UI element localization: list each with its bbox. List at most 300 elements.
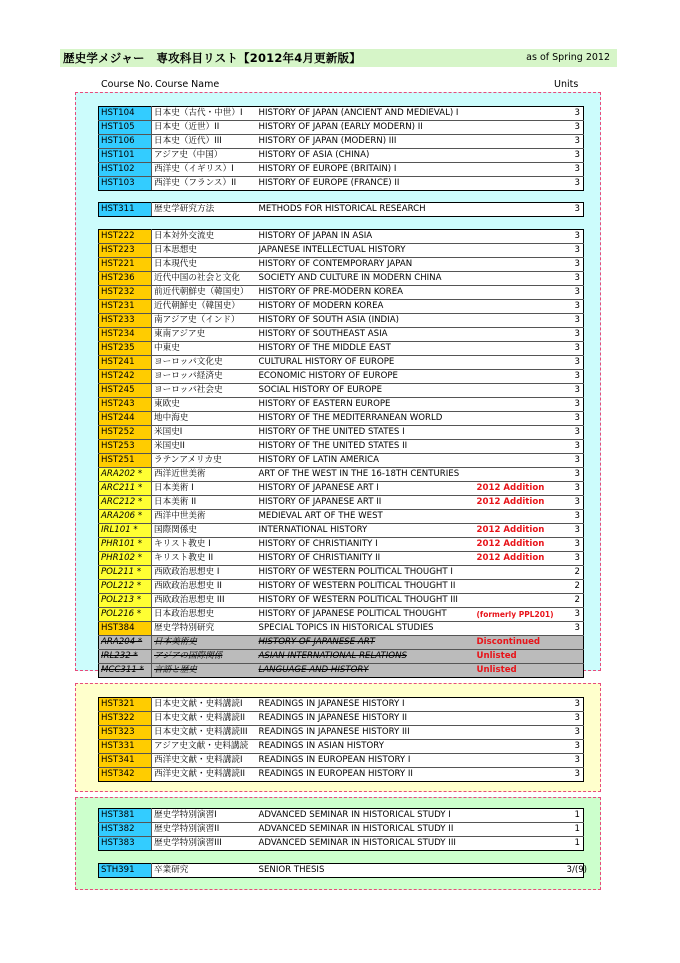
course-name-jp: 西洋史（フランス）II <box>152 177 257 191</box>
course-name-en: HISTORY OF JAPAN IN ASIA <box>257 230 475 244</box>
course-note: 2012 Addition <box>475 496 565 510</box>
course-note: 2012 Addition <box>475 538 565 552</box>
course-units: 2 <box>565 580 584 594</box>
table-row <box>99 135 584 149</box>
table-row <box>99 594 584 608</box>
course-code: HST102 <box>99 163 152 177</box>
table-row <box>99 328 584 342</box>
course-name-jp: 日本史文献・史料講読III <box>152 726 257 740</box>
course-code: POL212 * <box>99 580 152 594</box>
course-name-jp: 国際関係史 <box>152 524 257 538</box>
course-name-en: INTERNATIONAL HISTORY <box>257 524 475 538</box>
course-note <box>475 107 565 121</box>
course-units: 3 <box>565 740 584 754</box>
table-row <box>99 636 584 650</box>
course-note <box>475 370 565 384</box>
course-name-jp: 近代朝鮮史（韓国史） <box>152 300 257 314</box>
course-note <box>475 384 565 398</box>
course-units: 3 <box>565 496 584 510</box>
course-note: 2012 Addition <box>475 524 565 538</box>
table-row <box>99 107 584 121</box>
course-name-jp: 西欧政治思想史 II <box>152 580 257 594</box>
course-units: 3 <box>565 230 584 244</box>
table-row <box>99 230 584 244</box>
course-units: 3 <box>565 272 584 286</box>
table-row <box>99 754 584 768</box>
course-note <box>475 300 565 314</box>
course-units: 3/(9) <box>565 864 584 878</box>
course-note: Unlisted <box>475 664 565 678</box>
table-row <box>99 244 584 258</box>
course-name-en: SENIOR THESIS <box>257 864 475 878</box>
course-note <box>475 712 565 726</box>
course-table-intro <box>98 106 584 191</box>
course-name-en: HISTORY OF JAPANESE ART I <box>257 482 475 496</box>
course-name-en: HISTORY OF WESTERN POLITICAL THOUGHT II <box>257 580 475 594</box>
course-code: HST235 <box>99 342 152 356</box>
course-units: 3 <box>565 384 584 398</box>
course-name-jp: 歴史学特別演習III <box>152 837 257 851</box>
table-row <box>99 440 584 454</box>
table-row <box>99 580 584 594</box>
course-name-en: READINGS IN JAPANESE HISTORY II <box>257 712 475 726</box>
course-name-jp: 中東史 <box>152 342 257 356</box>
course-name-jp: キリスト教史 II <box>152 552 257 566</box>
course-name-en: HISTORY OF MODERN KOREA <box>257 300 475 314</box>
course-name-en: HISTORY OF WESTERN POLITICAL THOUGHT I <box>257 566 475 580</box>
course-name-jp: 日本美術 I <box>152 482 257 496</box>
course-code: STH391 <box>99 864 152 878</box>
course-code: HST101 <box>99 149 152 163</box>
course-note: Unlisted <box>475 650 565 664</box>
course-note <box>475 468 565 482</box>
course-name-en: ART OF THE WEST IN THE 16-18TH CENTURIES <box>257 468 475 482</box>
course-code: HST244 <box>99 412 152 426</box>
as-of-date: as of Spring 2012 <box>526 52 610 63</box>
course-note <box>475 566 565 580</box>
course-note <box>475 412 565 426</box>
course-code: HST311 <box>99 203 152 217</box>
course-units: 3 <box>565 342 584 356</box>
course-name-en: HISTORY OF CHRISTIANITY II <box>257 552 475 566</box>
course-name-en: JAPANESE INTELLECTUAL HISTORY <box>257 244 475 258</box>
course-name-jp: 西洋近世美術 <box>152 468 257 482</box>
course-name-jp: 歴史学特別演習I <box>152 809 257 823</box>
table-row <box>99 566 584 580</box>
table-row <box>99 454 584 468</box>
course-note <box>475 342 565 356</box>
course-units: 3 <box>565 244 584 258</box>
course-name-jp: 日本史文献・史料講読II <box>152 712 257 726</box>
course-units: 3 <box>565 356 584 370</box>
page-title: 歴史学メジャー 専攻科目リスト【2012年4月更新版】 <box>63 51 361 65</box>
course-code: HST331 <box>99 740 152 754</box>
table-row <box>99 370 584 384</box>
course-name-en: HISTORY OF EASTERN EUROPE <box>257 398 475 412</box>
course-units: 3 <box>565 698 584 712</box>
table-row <box>99 272 584 286</box>
course-name-jp: 日本史（近代）III <box>152 135 257 149</box>
course-code: PHR102 * <box>99 552 152 566</box>
course-name-en: ADVANCED SEMINAR IN HISTORICAL STUDY I <box>257 809 475 823</box>
course-note: Discontinued <box>475 636 565 650</box>
course-units: 3 <box>565 203 584 217</box>
table-row <box>99 664 584 678</box>
course-name-en: HISTORY OF THE MEDITERRANEAN WORLD <box>257 412 475 426</box>
course-units: 3 <box>565 426 584 440</box>
table-row <box>99 482 584 496</box>
course-name-jp: 近代中国の社会と文化 <box>152 272 257 286</box>
course-code: HST322 <box>99 712 152 726</box>
course-note <box>475 149 565 163</box>
course-name-en: HISTORY OF JAPAN (EARLY MODERN) II <box>257 121 475 135</box>
course-name-en: HISTORY OF PRE-MODERN KOREA <box>257 286 475 300</box>
course-units: 3 <box>565 524 584 538</box>
course-units: 3 <box>565 726 584 740</box>
course-note <box>475 837 565 851</box>
course-name-jp: 東欧史 <box>152 398 257 412</box>
course-code: HST222 <box>99 230 152 244</box>
course-units: 3 <box>565 135 584 149</box>
course-code: ARA206 * <box>99 510 152 524</box>
table-row <box>99 496 584 510</box>
course-note <box>475 203 565 217</box>
course-note: 2012 Addition <box>475 482 565 496</box>
course-name-en: READINGS IN EUROPEAN HISTORY I <box>257 754 475 768</box>
course-units: 3 <box>565 754 584 768</box>
course-name-jp: キリスト教史 I <box>152 538 257 552</box>
table-row <box>99 510 584 524</box>
course-name-jp: 米国史I <box>152 426 257 440</box>
course-code: HST104 <box>99 107 152 121</box>
table-row <box>99 342 584 356</box>
course-note <box>475 244 565 258</box>
course-name-en: ADVANCED SEMINAR IN HISTORICAL STUDY II <box>257 823 475 837</box>
course-code: HST323 <box>99 726 152 740</box>
course-name-jp: 歴史学特別演習II <box>152 823 257 837</box>
table-row <box>99 426 584 440</box>
course-name-jp: 西欧政治思想史 III <box>152 594 257 608</box>
course-name-jp: 日本美術史 <box>152 636 257 650</box>
course-name-jp: 西欧政治思想史 I <box>152 566 257 580</box>
course-name-jp: 日本美術 II <box>152 496 257 510</box>
course-code: HST223 <box>99 244 152 258</box>
course-note <box>475 622 565 636</box>
course-units: 2 <box>565 566 584 580</box>
table-row <box>99 177 584 191</box>
course-note <box>475 440 565 454</box>
course-note <box>475 594 565 608</box>
course-note <box>475 754 565 768</box>
course-code: HST381 <box>99 809 152 823</box>
course-note <box>475 580 565 594</box>
course-name-jp: 東南アジア史 <box>152 328 257 342</box>
table-row <box>99 809 584 823</box>
course-name-en: HISTORY OF SOUTHEAST ASIA <box>257 328 475 342</box>
course-name-en: READINGS IN ASIAN HISTORY <box>257 740 475 754</box>
course-code: ARC211 * <box>99 482 152 496</box>
course-note <box>475 698 565 712</box>
course-units: 3 <box>565 412 584 426</box>
course-code: HST245 <box>99 384 152 398</box>
course-units: 3 <box>565 440 584 454</box>
course-units: 3 <box>565 712 584 726</box>
course-note <box>475 726 565 740</box>
course-name-jp: ヨーロッパ経済史 <box>152 370 257 384</box>
column-header-course-no: Course No. <box>101 79 153 90</box>
course-note <box>475 454 565 468</box>
course-name-en: HISTORY OF EUROPE (FRANCE) II <box>257 177 475 191</box>
course-name-en: HISTORY OF LATIN AMERICA <box>257 454 475 468</box>
course-code: HST242 <box>99 370 152 384</box>
course-name-jp: 歴史学研究方法 <box>152 203 257 217</box>
course-note <box>475 740 565 754</box>
course-units: 3 <box>565 398 584 412</box>
course-name-jp: 前近代朝鮮史（韓国史） <box>152 286 257 300</box>
course-units: 3 <box>565 538 584 552</box>
course-name-jp: 日本政治思想史 <box>152 608 257 622</box>
course-name-jp: ヨーロッパ文化史 <box>152 356 257 370</box>
course-units: 3 <box>565 608 584 622</box>
course-units: 3 <box>565 454 584 468</box>
course-name-jp: 日本思想史 <box>152 244 257 258</box>
course-units: 3 <box>565 163 584 177</box>
course-code: HST231 <box>99 300 152 314</box>
course-name-jp: 米国史II <box>152 440 257 454</box>
course-name-en: HISTORY OF CONTEMPORARY JAPAN <box>257 258 475 272</box>
course-code: HST243 <box>99 398 152 412</box>
course-table-methods <box>98 202 584 217</box>
course-table-readings <box>98 697 584 782</box>
table-row <box>99 468 584 482</box>
course-units: 3 <box>565 328 584 342</box>
table-row <box>99 608 584 622</box>
course-code: ARA202 * <box>99 468 152 482</box>
course-name-en: HISTORY OF JAPANESE ART II <box>257 496 475 510</box>
course-code: HST341 <box>99 754 152 768</box>
table-row <box>99 698 584 712</box>
course-name-jp: 西洋史文献・史料講読I <box>152 754 257 768</box>
course-units: 3 <box>565 121 584 135</box>
table-row <box>99 356 584 370</box>
course-name-jp: アジア史（中国） <box>152 149 257 163</box>
course-name-en: HISTORY OF JAPANESE POLITICAL THOUGHT <box>257 608 475 622</box>
course-note <box>475 398 565 412</box>
course-units <box>565 636 584 650</box>
course-code: HST232 <box>99 286 152 300</box>
course-units: 3 <box>565 370 584 384</box>
course-code: HST233 <box>99 314 152 328</box>
table-row <box>99 650 584 664</box>
course-note <box>475 258 565 272</box>
table-row <box>99 398 584 412</box>
course-code: PHR101 * <box>99 538 152 552</box>
course-name-en: LANGUAGE AND HISTORY <box>257 664 475 678</box>
course-units: 3 <box>565 468 584 482</box>
course-units: 3 <box>565 107 584 121</box>
course-code: POL216 * <box>99 608 152 622</box>
course-name-jp: 南アジア史（インド） <box>152 314 257 328</box>
course-note <box>475 809 565 823</box>
course-code: HST382 <box>99 823 152 837</box>
course-note <box>475 314 565 328</box>
course-note <box>475 864 565 878</box>
course-name-en: HISTORY OF ASIA (CHINA) <box>257 149 475 163</box>
table-row <box>99 712 584 726</box>
course-name-jp: ラテンアメリカ史 <box>152 454 257 468</box>
course-name-jp: 日本史文献・史料講読I <box>152 698 257 712</box>
course-code: HST105 <box>99 121 152 135</box>
course-name-en: HISTORY OF JAPANESE ART <box>257 636 475 650</box>
course-code: HST253 <box>99 440 152 454</box>
course-table-thesis <box>98 863 588 878</box>
course-units: 3 <box>565 258 584 272</box>
table-row <box>99 524 584 538</box>
table-row <box>99 538 584 552</box>
course-code: POL213 * <box>99 594 152 608</box>
course-code: HST383 <box>99 837 152 851</box>
table-row <box>99 552 584 566</box>
course-name-jp: アジアの国際関係 <box>152 650 257 664</box>
table-row <box>99 622 584 636</box>
course-units: 3 <box>565 768 584 782</box>
course-name-en: READINGS IN EUROPEAN HISTORY II <box>257 768 475 782</box>
course-code: HST241 <box>99 356 152 370</box>
table-row <box>99 163 584 177</box>
course-name-en: HISTORY OF WESTERN POLITICAL THOUGHT III <box>257 594 475 608</box>
course-units: 1 <box>565 809 584 823</box>
course-code: ARC212 * <box>99 496 152 510</box>
course-code: HST252 <box>99 426 152 440</box>
course-name-en: HISTORY OF JAPAN (ANCIENT AND MEDIEVAL) I <box>257 107 475 121</box>
course-name-en: HISTORY OF THE UNITED STATES II <box>257 440 475 454</box>
course-code: HST106 <box>99 135 152 149</box>
table-row <box>99 726 584 740</box>
course-name-en: MEDIEVAL ART OF THE WEST <box>257 510 475 524</box>
course-units: 3 <box>565 177 584 191</box>
course-units: 1 <box>565 823 584 837</box>
course-name-en: SPECIAL TOPICS IN HISTORICAL STUDIES <box>257 622 475 636</box>
course-code: HST234 <box>99 328 152 342</box>
table-row <box>99 203 584 217</box>
course-name-en: READINGS IN JAPANESE HISTORY III <box>257 726 475 740</box>
table-row <box>99 864 584 878</box>
course-name-jp: 日本史（近世）II <box>152 121 257 135</box>
table-row <box>99 121 584 135</box>
course-table-seminars <box>98 808 584 851</box>
course-units: 3 <box>565 286 584 300</box>
table-row <box>99 740 584 754</box>
course-name-en: ASIAN INTERNATIONAL RELATIONS <box>257 650 475 664</box>
course-note <box>475 356 565 370</box>
course-units: 3 <box>565 300 584 314</box>
course-name-jp: アジア史文献・史料講読 <box>152 740 257 754</box>
course-note <box>475 328 565 342</box>
course-code: HST384 <box>99 622 152 636</box>
course-name-en: SOCIETY AND CULTURE IN MODERN CHINA <box>257 272 475 286</box>
course-name-jp: 日本現代史 <box>152 258 257 272</box>
course-code: HST103 <box>99 177 152 191</box>
course-note <box>475 135 565 149</box>
course-name-jp: 日本対外交流史 <box>152 230 257 244</box>
course-code: IRL232 * <box>99 650 152 664</box>
course-code: HST236 <box>99 272 152 286</box>
course-note <box>475 177 565 191</box>
table-row <box>99 149 584 163</box>
course-units: 3 <box>565 622 584 636</box>
course-note <box>475 230 565 244</box>
course-units: 3 <box>565 314 584 328</box>
course-name-en: HISTORY OF CHRISTIANITY I <box>257 538 475 552</box>
table-row <box>99 837 584 851</box>
course-note <box>475 426 565 440</box>
table-row <box>99 314 584 328</box>
column-header-course-name: Course Name <box>155 79 220 90</box>
course-name-jp: 西洋史文献・史料講読II <box>152 768 257 782</box>
course-code: MCC311 * <box>99 664 152 678</box>
course-note <box>475 286 565 300</box>
course-code: ARA204 * <box>99 636 152 650</box>
course-name-en: CULTURAL HISTORY OF EUROPE <box>257 356 475 370</box>
course-note <box>475 272 565 286</box>
table-row <box>99 823 584 837</box>
course-note <box>475 121 565 135</box>
course-name-en: HISTORY OF THE UNITED STATES I <box>257 426 475 440</box>
column-header-units: Units <box>554 79 579 90</box>
course-name-jp: ヨーロッパ社会史 <box>152 384 257 398</box>
course-name-en: HISTORY OF JAPAN (MODERN) III <box>257 135 475 149</box>
course-code: HST251 <box>99 454 152 468</box>
table-row <box>99 768 584 782</box>
course-name-en: HISTORY OF EUROPE (BRITAIN) I <box>257 163 475 177</box>
course-note <box>475 768 565 782</box>
course-code: HST221 <box>99 258 152 272</box>
course-name-jp: 歴史学特別研究 <box>152 622 257 636</box>
table-row <box>99 300 584 314</box>
course-note <box>475 163 565 177</box>
table-row <box>99 384 584 398</box>
course-units: 3 <box>565 482 584 496</box>
course-name-jp: 卒業研究 <box>152 864 257 878</box>
course-name-en: METHODS FOR HISTORICAL RESEARCH <box>257 203 475 217</box>
course-code: POL211 * <box>99 566 152 580</box>
course-units: 3 <box>565 510 584 524</box>
course-code: IRL101 * <box>99 524 152 538</box>
course-note: (formerly PPL201) <box>475 608 565 622</box>
course-table-electives <box>98 229 584 678</box>
course-name-jp: 言語と歴史 <box>152 664 257 678</box>
course-name-jp: 地中海史 <box>152 412 257 426</box>
course-name-en: SOCIAL HISTORY OF EUROPE <box>257 384 475 398</box>
course-note <box>475 510 565 524</box>
course-name-en: HISTORY OF THE MIDDLE EAST <box>257 342 475 356</box>
course-note <box>475 823 565 837</box>
course-name-jp: 日本史（古代・中世）I <box>152 107 257 121</box>
course-units <box>565 664 584 678</box>
course-note: 2012 Addition <box>475 552 565 566</box>
course-name-jp: 西洋中世美術 <box>152 510 257 524</box>
course-code: HST321 <box>99 698 152 712</box>
course-units: 1 <box>565 837 584 851</box>
table-row <box>99 412 584 426</box>
course-name-en: ADVANCED SEMINAR IN HISTORICAL STUDY III <box>257 837 475 851</box>
course-name-en: HISTORY OF SOUTH ASIA (INDIA) <box>257 314 475 328</box>
table-row <box>99 286 584 300</box>
course-units: 2 <box>565 594 584 608</box>
course-name-en: READINGS IN JAPANESE HISTORY I <box>257 698 475 712</box>
course-units <box>565 650 584 664</box>
course-units: 3 <box>565 149 584 163</box>
